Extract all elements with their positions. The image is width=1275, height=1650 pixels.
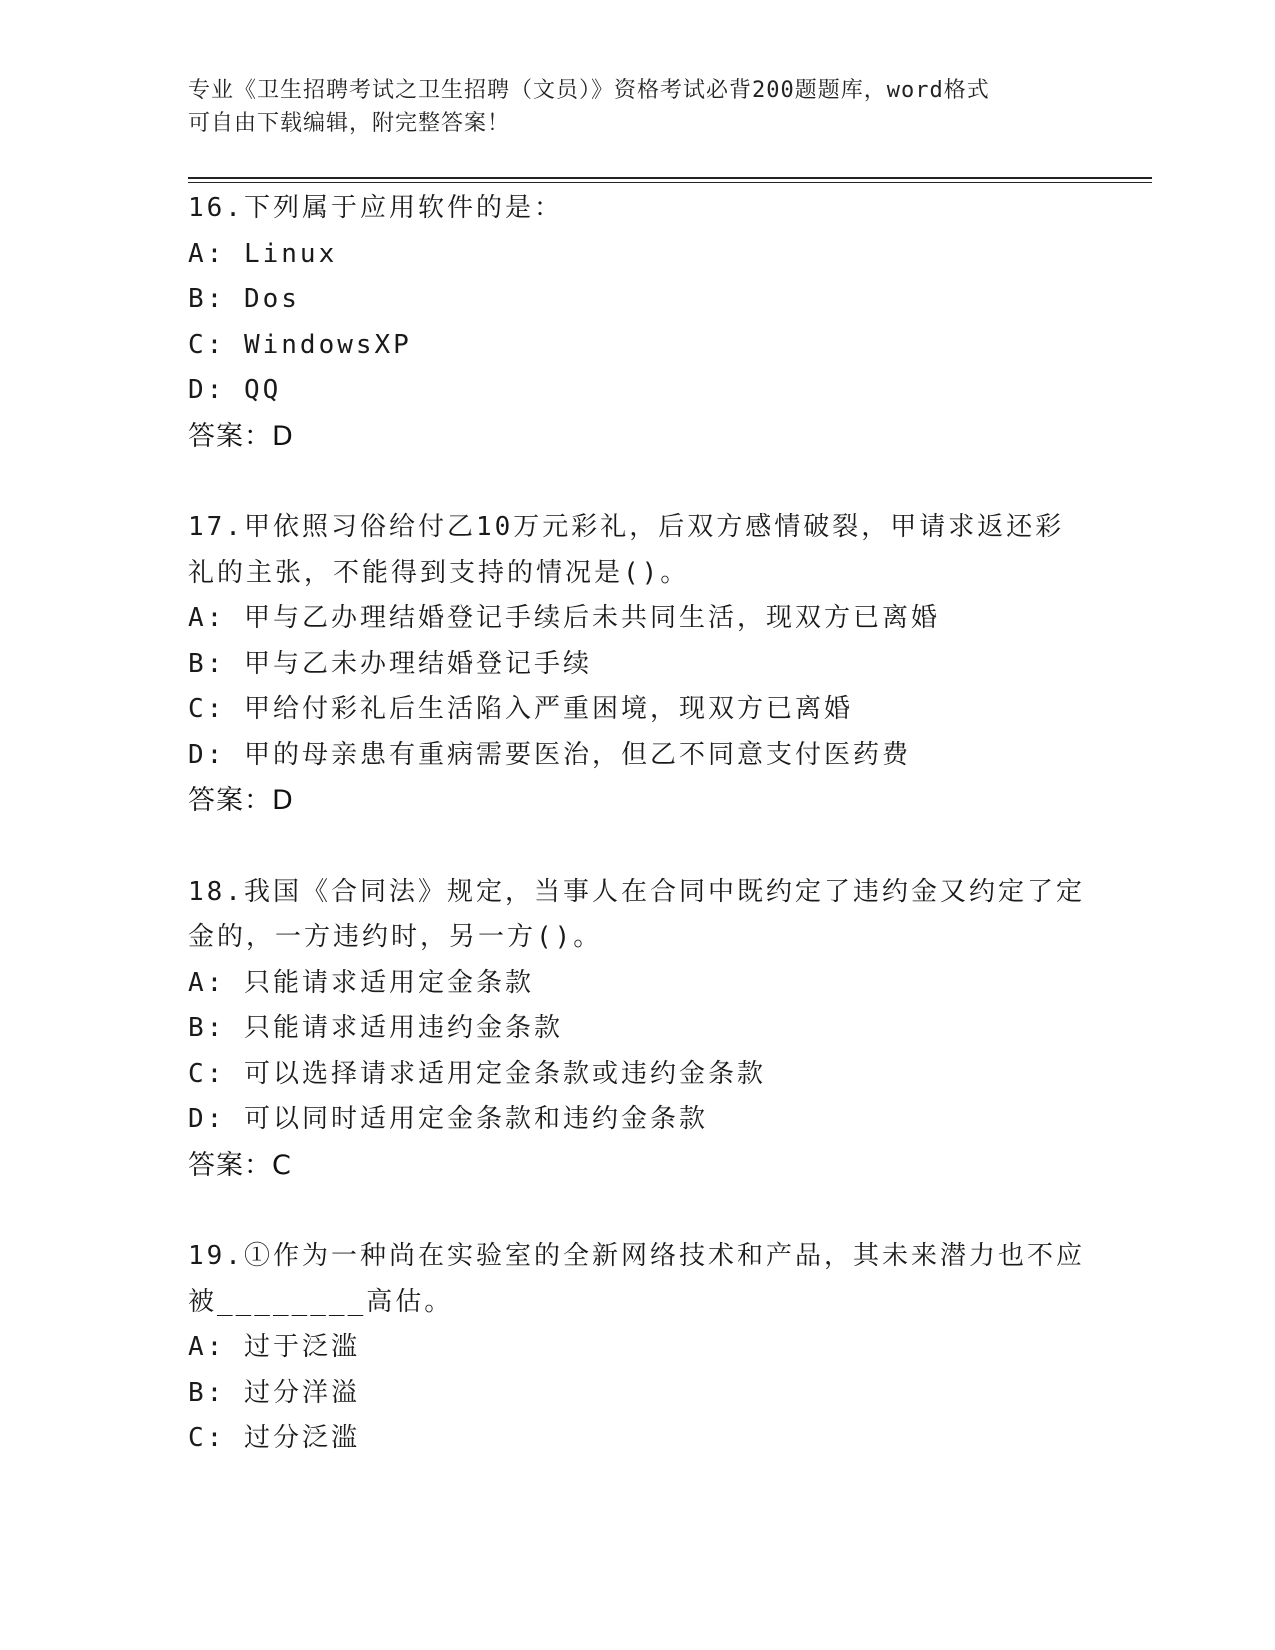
option-b: B: 只能请求适用违约金条款 xyxy=(188,1013,563,1043)
option-d: D: 可以同时适用定金条款和违约金条款 xyxy=(188,1104,708,1134)
header-line-2: 可自由下载编辑，附完整答案！ xyxy=(188,111,511,136)
question-stem-line-2: 金的，一方违约时，另一方()。 xyxy=(188,922,603,952)
question-17 xyxy=(188,505,1088,824)
question-stem-line-1: 17.甲依照习俗给付乙10万元彩礼，后双方感情破裂，甲请求返还彩 xyxy=(188,512,1065,542)
option-c: C: 可以选择请求适用定金条款或违约金条款 xyxy=(188,1058,766,1089)
question-stem-line-2: 礼的主张，不能得到支持的情况是()。 xyxy=(188,557,690,588)
option-c: C: WindowsXP xyxy=(188,329,412,360)
question-stem-line-1: 19.①作为一种尚在实验室的全新网络技术和产品，其未来潜力也不应 xyxy=(188,1241,1085,1271)
question-stem-line-2: 被________高估。 xyxy=(188,1286,454,1317)
option-c: C: 甲给付彩礼后生活陷入严重困境，现双方已离婚 xyxy=(188,694,853,724)
option-b: B: 过分洋溢 xyxy=(188,1377,360,1408)
option-c: C: 过分泛滥 xyxy=(188,1423,360,1453)
answer-line: 答案：D xyxy=(188,420,294,452)
question-stem-line-1: 18.我国《合同法》规定，当事人在合同中既约定了违约金又约定了定 xyxy=(188,876,1085,907)
header-line-1: 专业《卫生招聘考试之卫生招聘（文员）》资格考试必背200题题库，word格式 xyxy=(188,78,990,103)
option-a: A: Linux xyxy=(188,238,338,269)
header-divider-thin xyxy=(188,182,1152,183)
question-list xyxy=(188,186,1088,1508)
option-a: A: 只能请求适用定金条款 xyxy=(188,967,534,998)
option-d: D: QQ xyxy=(188,375,282,405)
document-header xyxy=(188,74,1088,140)
answer-line: 答案：C xyxy=(188,1149,292,1181)
option-b: B: 甲与乙未办理结婚登记手续 xyxy=(188,648,592,679)
option-b: B: Dos xyxy=(188,284,300,314)
question-18 xyxy=(188,870,1088,1189)
answer-line: 答案：D xyxy=(188,785,294,816)
question-19 xyxy=(188,1234,1088,1462)
question-stem: 16.下列属于应用软件的是： xyxy=(188,193,563,223)
option-a: A: 甲与乙办理结婚登记手续后未共同生活，现双方已离婚 xyxy=(188,603,940,633)
question-16 xyxy=(188,186,1088,459)
option-a: A: 过于泛滥 xyxy=(188,1332,360,1362)
header-divider-thick xyxy=(188,177,1152,179)
option-d: D: 甲的母亲患有重病需要医治，但乙不同意支付医药费 xyxy=(188,739,911,770)
